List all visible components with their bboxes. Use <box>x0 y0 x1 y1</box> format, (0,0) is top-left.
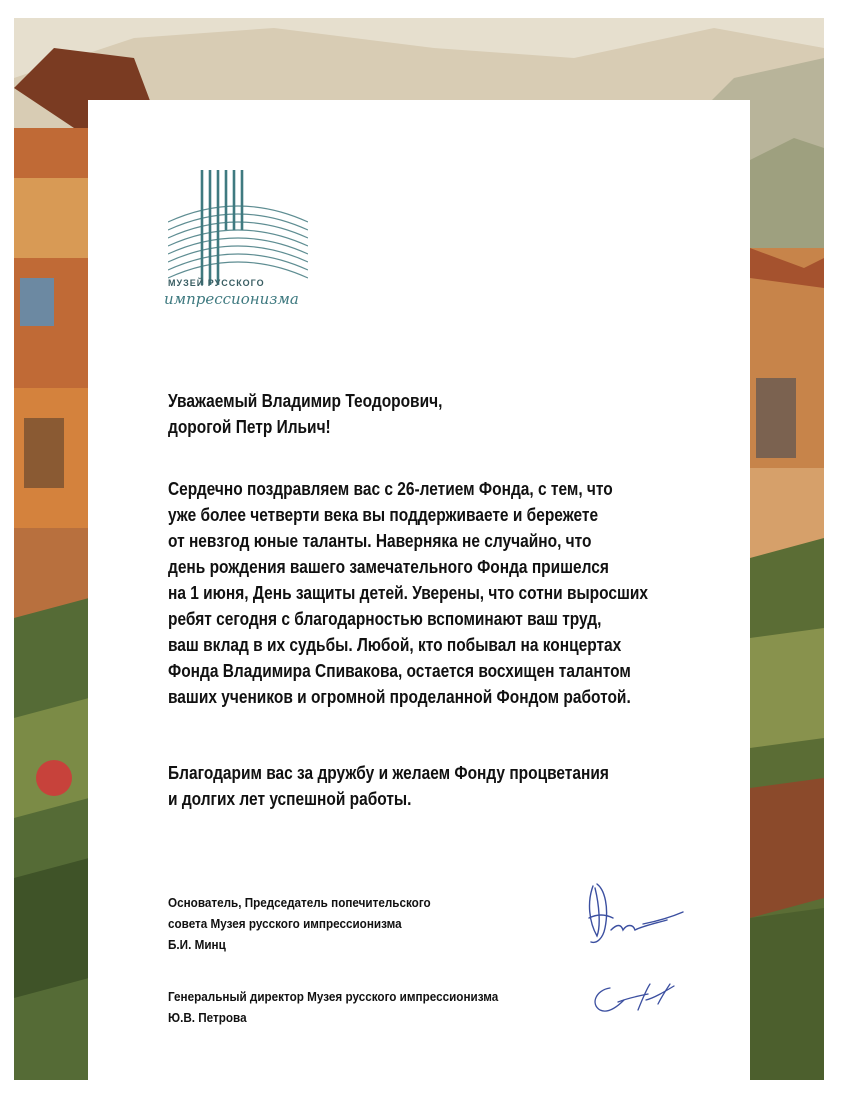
body-paragraph-2 <box>168 760 650 812</box>
signatory-line: Б.И. Минц <box>168 937 226 952</box>
letter-page <box>88 100 750 1080</box>
signatory-1 <box>168 892 636 955</box>
greeting <box>168 388 650 440</box>
body-line: уже более четверти века вы поддерживаете и бережете <box>168 505 599 525</box>
greeting-line: Уважаемый Владимир Теодорович, <box>168 391 443 411</box>
signatory-2 <box>168 986 636 1028</box>
body-line: Фонда Владимира Спивакова, остается восхищен талантом <box>168 661 631 681</box>
logo-text-museum: МУЗЕЙ РУССКОГО <box>168 278 265 288</box>
body-line: ребят сегодня с благодарностью вспоминают ваш труд, <box>168 609 602 629</box>
signatory-line: Ю.В. Петрова <box>168 1010 247 1025</box>
signature-petrova-icon <box>588 980 688 1026</box>
body-line: Сердечно поздравляем вас с 26-летием Фонда, с тем, что <box>168 479 613 499</box>
body-line: ваших учеников и огромной проделанной Фондом работой. <box>168 687 631 707</box>
body-line: от невзгод юные таланты. Наверняка не случайно, что <box>168 531 592 551</box>
signatory-line: Генеральный директор Музея русского импрессионизма <box>168 989 499 1004</box>
body-paragraph-1 <box>168 476 650 710</box>
signatory-line: Основатель, Председатель попечительского <box>168 895 431 910</box>
body-line: ваш вклад в их судьбы. Любой, кто побывал на концертах <box>168 635 622 655</box>
greeting-line: дорогой Петр Ильич! <box>168 417 331 437</box>
signature-mints-icon <box>583 878 693 950</box>
body-line: Благодарим вас за дружбу и желаем Фонду процветания <box>168 763 609 783</box>
body-line: день рождения вашего замечательного Фонда пришелся <box>168 557 609 577</box>
logo-text-impressionism: импрессионизма <box>164 290 299 308</box>
body-line: на 1 июня, День защиты детей. Уверены, что сотни выросших <box>168 583 649 603</box>
body-line: и долгих лет успешной работы. <box>168 789 412 809</box>
signatory-line: совета Музея русского импрессионизма <box>168 916 402 931</box>
